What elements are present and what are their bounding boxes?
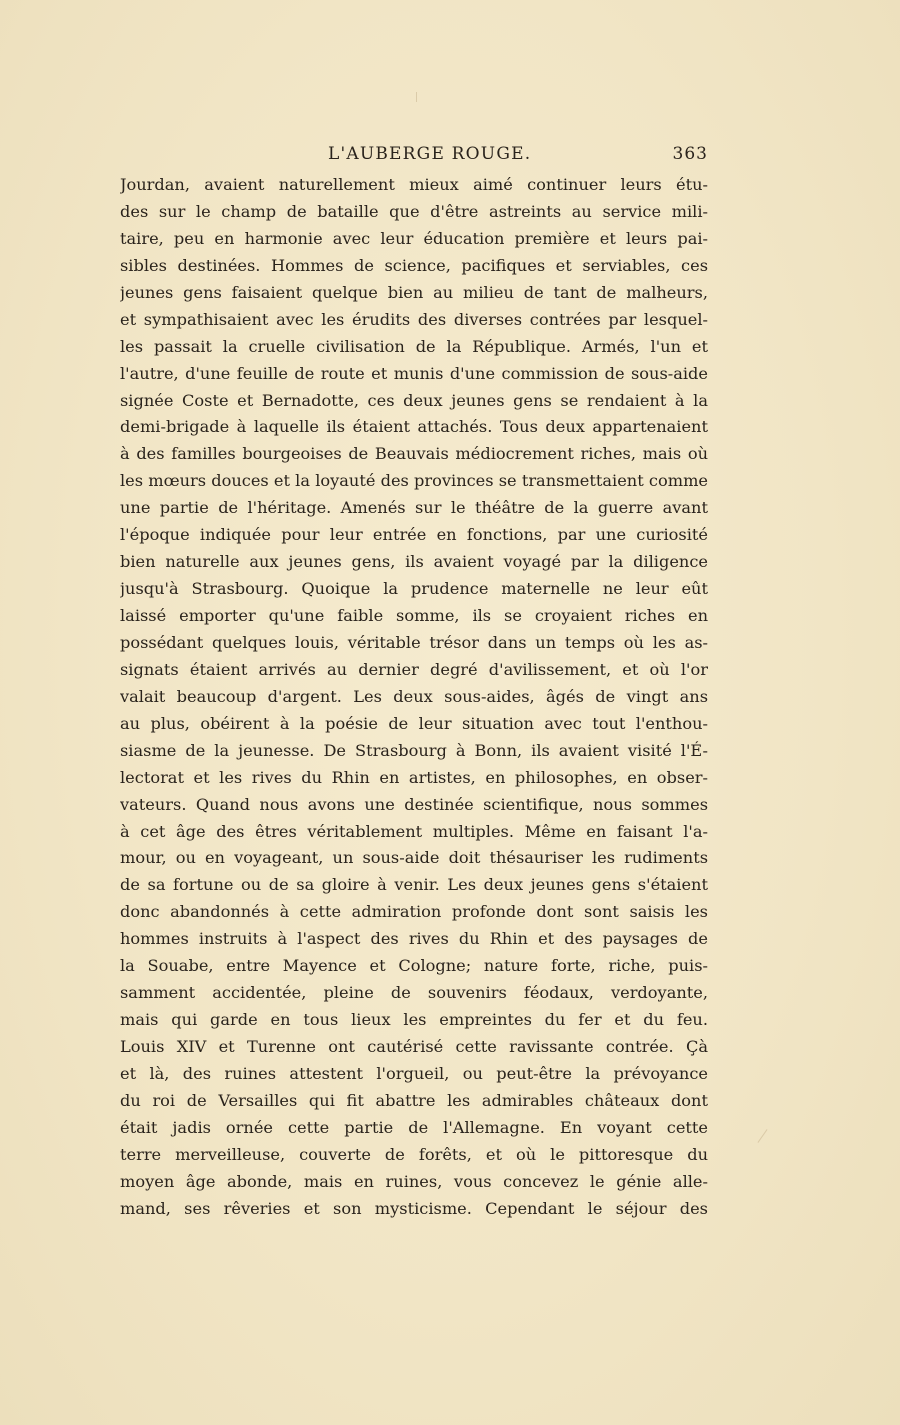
- text-line: valait beaucoup d'argent. Les deux sous-aides, âgés de vingt ans: [120, 686, 708, 706]
- text-line: les mœurs douces et la loyauté des provinces se transmettaient comme: [120, 471, 708, 491]
- text-line: à des familles bourgeoises de Beauvais médiocrement riches, mais où: [120, 444, 708, 464]
- text-line: moyen âge abonde, mais en ruines, vous concevez le génie alle-: [120, 1171, 708, 1191]
- text-line: et là, des ruines attestent l'orgueil, ou peut-être la prévoyance: [120, 1063, 708, 1083]
- text-line: la Souabe, entre Mayence et Cologne; nature forte, riche, puis-: [120, 956, 708, 976]
- text-line: des sur le champ de bataille que d'être astreints au service mili-: [120, 201, 708, 221]
- text-line: l'autre, d'une feuille de route et munis d'une commission de sous-aide: [120, 363, 708, 383]
- paper-mark: [416, 92, 417, 102]
- text-line: une partie de l'héritage. Amenés sur le théâtre de la guerre avant: [120, 498, 708, 518]
- text-line: du roi de Versailles qui fit abattre les admirables châteaux dont: [120, 1090, 708, 1110]
- text-line: au plus, obéirent à la poésie de leur situation avec tout l'enthou-: [120, 713, 708, 733]
- text-line: à cet âge des êtres véritablement multiples. Même en faisant l'a-: [120, 821, 708, 841]
- text-line: signats étaient arrivés au dernier degré d'avilissement, et où l'or: [120, 659, 708, 679]
- text-line: jusqu'à Strasbourg. Quoique la prudence maternelle ne leur eût: [120, 579, 708, 599]
- text-line: les passait la cruelle civilisation de la République. Armés, l'un et: [120, 336, 708, 356]
- running-title: L'AUBERGE ROUGE.: [328, 144, 532, 164]
- text-line: demi-brigade à laquelle ils étaient attachés. Tous deux appartenaient: [120, 417, 708, 437]
- text-line: taire, peu en harmonie avec leur éducation première et leurs pai-: [120, 228, 708, 248]
- text-line: de sa fortune ou de sa gloire à venir. Les deux jeunes gens s'étaient: [120, 875, 708, 895]
- text-line: donc abandonnés à cette admiration profonde dont sont saisis les: [120, 902, 708, 922]
- text-line: possédant quelques louis, véritable trésor dans un temps où les as-: [120, 632, 708, 652]
- paper-mark: [758, 1129, 768, 1143]
- text-line: lectorat et les rives du Rhin en artistes, en philosophes, en obser-: [120, 767, 708, 787]
- text-line: signée Coste et Bernadotte, ces deux jeunes gens se rendaient à la: [120, 390, 708, 410]
- text-line: siasme de la jeunesse. De Strasbourg à Bonn, ils avaient visité l'É-: [120, 740, 708, 760]
- text-line: Louis XIV et Turenne ont cautérisé cette ravissante contrée. Çà: [120, 1037, 708, 1056]
- text-line: mais qui garde en tous lieux les empreintes du fer et du feu.: [120, 1010, 708, 1030]
- text-line: mour, ou en voyageant, un sous-aide doit thésauriser les rudiments: [120, 848, 708, 868]
- text-line: vateurs. Quand nous avons une destinée scientifique, nous sommes: [120, 794, 708, 814]
- text-line: jeunes gens faisaient quelque bien au milieu de tant de malheurs,: [120, 282, 708, 302]
- text-line: mand, ses rêveries et son mysticisme. Cependant le séjour des: [120, 1198, 708, 1218]
- text-line: terre merveilleuse, couverte de forêts, et où le pittoresque du: [120, 1144, 708, 1164]
- text-line: sibles destinées. Hommes de science, pacifiques et serviables, ces: [120, 255, 708, 275]
- text-line: hommes instruits à l'aspect des rives du Rhin et des paysages de: [120, 929, 708, 949]
- page-header: [120, 144, 708, 168]
- text-line: était jadis ornée cette partie de l'Allemagne. En voyant cette: [120, 1117, 708, 1137]
- text-line: bien naturelle aux jeunes gens, ils avaient voyagé par la diligence: [120, 552, 708, 572]
- text-line: l'époque indiquée pour leur entrée en fonctions, par une curiosité: [120, 525, 708, 545]
- body-text: [120, 172, 708, 1223]
- text-line: laissé emporter qu'une faible somme, ils se croyaient riches en: [120, 606, 708, 625]
- text-line: et sympathisaient avec les érudits des diverses contrées par lesquel-: [120, 309, 708, 329]
- page-number: 363: [672, 144, 708, 164]
- text-line: samment accidentée, pleine de souvenirs féodaux, verdoyante,: [120, 983, 708, 1003]
- text-line: Jourdan, avaient naturellement mieux aimé continuer leurs étu-: [120, 175, 708, 194]
